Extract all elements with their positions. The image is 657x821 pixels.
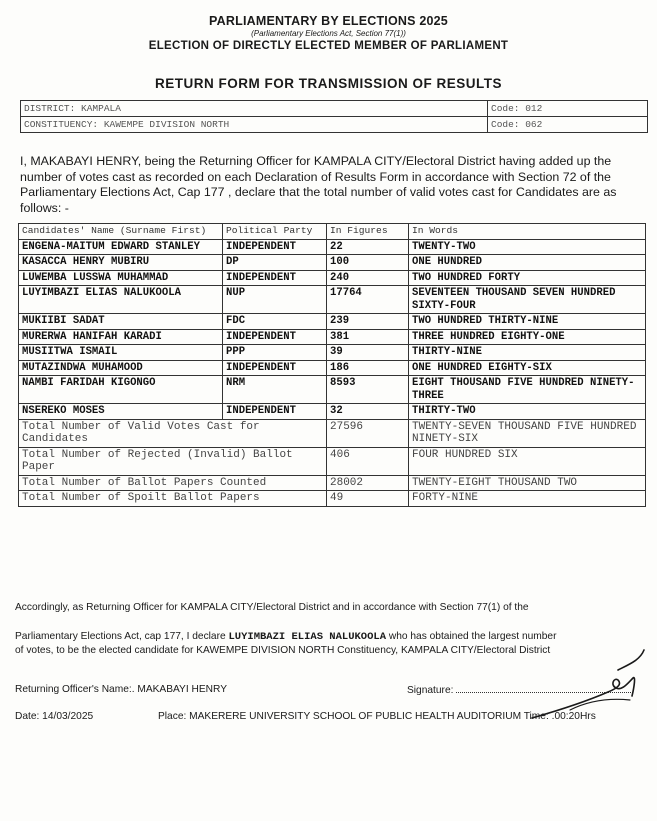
candidate-votes-figures: 381 (327, 329, 409, 345)
candidate-row (19, 239, 646, 255)
candidate-header: Candidates' Name (Surname First) (19, 224, 223, 240)
candidate-votes-words: SEVENTEEN THOUSAND SEVEN HUNDRED SIXTY-FOUR (409, 286, 646, 314)
intro-paragraph: I, MAKABAYI HENRY, being the Returning Officer for KAMPALA CITY/Electoral District having added up the number of votes cast as recorded on each Declaration of Results Form in accordance with Section 72 of the Parliamentary Elections Act, Cap 177 , declare that the total number of valid votes cast for Candidates are as follows: - (20, 154, 617, 215)
candidate-votes-words: ONE HUNDRED EIGHTY-SIX (409, 360, 646, 376)
declaration-line-1: Accordingly, as Returning Officer for KAMPALA CITY/Electoral District and in accordance with Section 77(1) of the (15, 602, 529, 613)
declaration-line-2-start: Parliamentary Elections Act, cap 177, I declare (15, 631, 229, 642)
candidate-votes-figures: 240 (327, 270, 409, 286)
candidate-party: NUP (223, 286, 327, 314)
constituency-code-cell: Code: 062 (488, 117, 648, 133)
candidate-row (19, 270, 646, 286)
table-header-row (19, 224, 646, 240)
totals-row (19, 447, 646, 475)
candidate-party: INDEPENDENT (223, 270, 327, 286)
candidate-name: NAMBI FARIDAH KIGONGO (19, 376, 223, 404)
candidate-party: INDEPENDENT (223, 404, 327, 420)
form-header-title: PARLIAMENTARY BY ELECTIONS 2025 (209, 14, 448, 28)
candidate-name: MUKIIBI SADAT (19, 314, 223, 330)
totals-row (19, 419, 646, 447)
candidate-party: INDEPENDENT (223, 239, 327, 255)
totals-label: Total Number of Spoilt Ballot Papers (19, 491, 327, 507)
candidate-votes-figures: 39 (327, 345, 409, 361)
totals-row (19, 491, 646, 507)
totals-label: Total Number of Rejected (Invalid) Ballot Paper (19, 447, 327, 475)
district-cell: DISTRICT: KAMPALA (21, 101, 488, 117)
candidate-name: LUYIMBAZI ELIAS NALUKOOLA (19, 286, 223, 314)
totals-figures: 49 (327, 491, 409, 507)
candidate-votes-words: TWO HUNDRED THIRTY-NINE (409, 314, 646, 330)
candidate-party: INDEPENDENT (223, 360, 327, 376)
totals-figures: 27596 (327, 419, 409, 447)
candidate-party: NRM (223, 376, 327, 404)
location-info-table (20, 100, 648, 133)
party-header: Political Party (223, 224, 327, 240)
candidate-name: MUSIITWA ISMAIL (19, 345, 223, 361)
candidate-party: DP (223, 255, 327, 271)
winner-name: LUYIMBAZI ELIAS NALUKOOLA (228, 631, 387, 643)
form-title: RETURN FORM FOR TRANSMISSION OF RESULTS (155, 76, 502, 91)
totals-figures: 406 (327, 447, 409, 475)
candidate-votes-words: THIRTY-NINE (409, 345, 646, 361)
candidate-name: MURERWA HANIFAH KARADI (19, 329, 223, 345)
candidate-votes-figures: 22 (327, 239, 409, 255)
declaration-line-3: of votes, to be the elected candidate for KAWEMPE DIVISION NORTH Constituency, KAMPALA CITY/Electoral District (15, 645, 551, 656)
candidate-votes-figures: 186 (327, 360, 409, 376)
candidate-votes-words: THREE HUNDRED EIGHTY-ONE (409, 329, 646, 345)
candidate-votes-words: ONE HUNDRED (409, 255, 646, 271)
candidate-party: PPP (223, 345, 327, 361)
totals-words: FOUR HUNDRED SIX (409, 447, 646, 475)
results-table (18, 223, 646, 507)
candidate-votes-words: TWENTY-TWO (409, 239, 646, 255)
totals-figures: 28002 (327, 475, 409, 491)
candidate-name: MUTAZINDWA MUHAMOOD (19, 360, 223, 376)
candidate-name: NSEREKO MOSES (19, 404, 223, 420)
candidate-name: KASACCA HENRY MUBIRU (19, 255, 223, 271)
declaration-place: Place: MAKERERE UNIVERSITY SCHOOL OF PUBLIC HEALTH AUDITORIUM Time: .00:20Hrs (158, 711, 596, 722)
returning-officer-name: Returning Officer's Name:. MAKABAYI HENRY (15, 684, 227, 695)
totals-label: Total Number of Ballot Papers Counted (19, 475, 327, 491)
candidate-votes-figures: 17764 (327, 286, 409, 314)
candidate-party: FDC (223, 314, 327, 330)
constituency-cell: CONSTITUENCY: KAWEMPE DIVISION NORTH (21, 117, 488, 133)
candidate-row (19, 404, 646, 420)
totals-row (19, 475, 646, 491)
candidate-row (19, 376, 646, 404)
candidate-votes-words: TWO HUNDRED FORTY (409, 270, 646, 286)
candidate-votes-figures: 100 (327, 255, 409, 271)
totals-words: TWENTY-EIGHT THOUSAND TWO (409, 475, 646, 491)
candidate-votes-figures: 32 (327, 404, 409, 420)
candidate-row (19, 314, 646, 330)
totals-label: Total Number of Valid Votes Cast for Candidates (19, 419, 327, 447)
signature-label: Signature: (407, 685, 457, 696)
totals-words: FORTY-NINE (409, 491, 646, 507)
figures-header: In Figures (327, 224, 409, 240)
candidate-votes-figures: 239 (327, 314, 409, 330)
candidate-votes-words: EIGHT THOUSAND FIVE HUNDRED NINETY-THREE (409, 376, 646, 404)
words-header: In Words (409, 224, 646, 240)
declaration-date: Date: 14/03/2025 (15, 711, 94, 722)
candidate-row (19, 345, 646, 361)
candidate-row (19, 360, 646, 376)
candidate-row (19, 329, 646, 345)
form-header-subtitle: (Parliamentary Elections Act, Section 77(1)) (251, 29, 406, 38)
candidate-row (19, 286, 646, 314)
election-type: ELECTION OF DIRECTLY ELECTED MEMBER OF PARLIAMENT (148, 40, 509, 52)
district-code-cell: Code: 012 (488, 101, 648, 117)
declaration-line-2-end: who has obtained the largest number (386, 631, 557, 642)
candidate-votes-words: THIRTY-TWO (409, 404, 646, 420)
totals-words: TWENTY-SEVEN THOUSAND FIVE HUNDRED NINETY-SIX (409, 419, 646, 447)
candidate-name: ENGENA-MAITUM EDWARD STANLEY (19, 239, 223, 255)
candidate-name: LUWEMBA LUSSWA MUHAMMAD (19, 270, 223, 286)
candidate-row (19, 255, 646, 271)
candidate-party: INDEPENDENT (223, 329, 327, 345)
candidate-votes-figures: 8593 (327, 376, 409, 404)
